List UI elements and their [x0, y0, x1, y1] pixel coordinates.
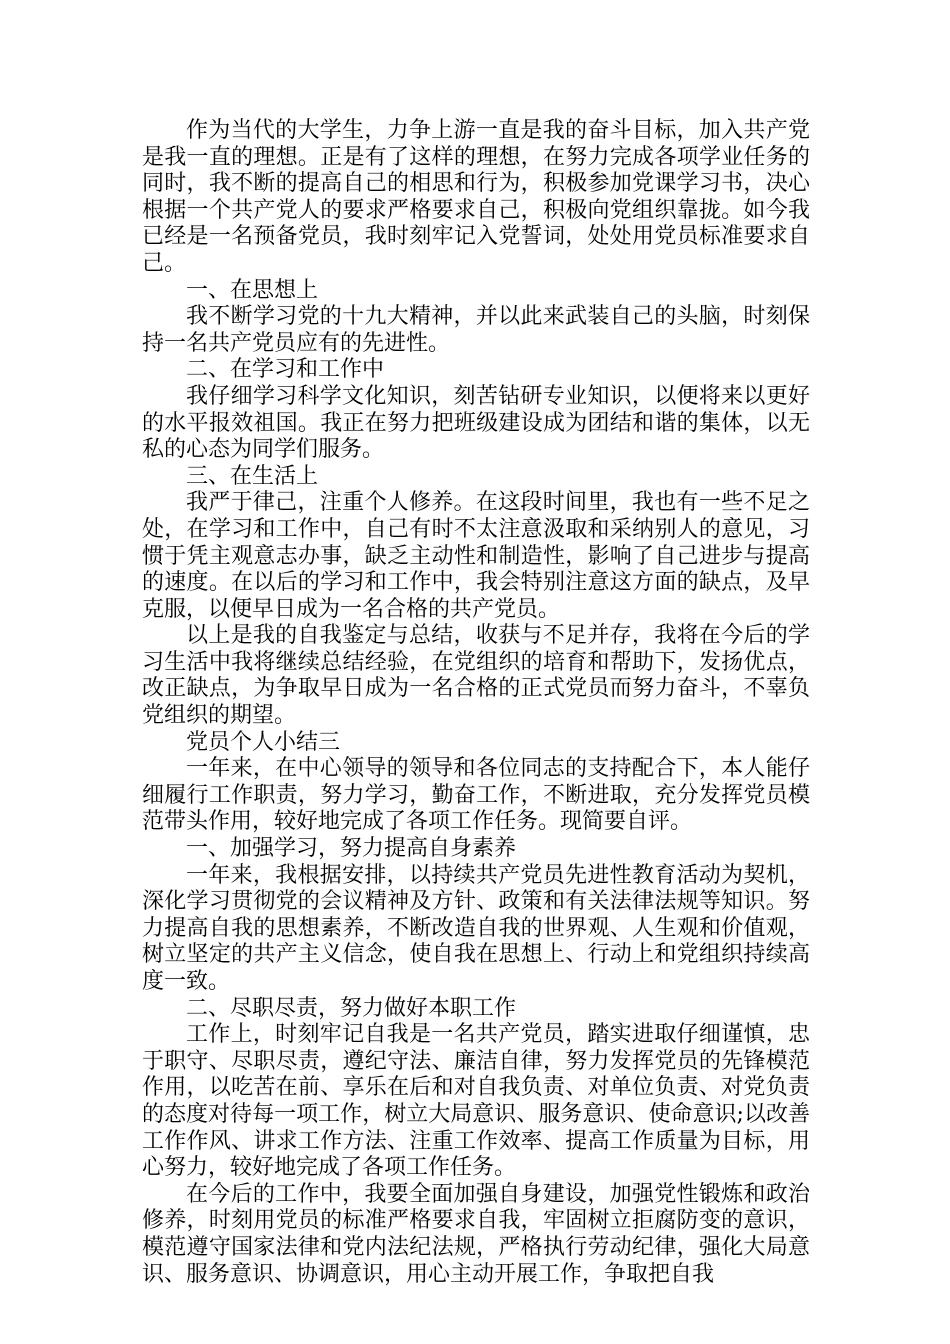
paragraph-study-work: 我仔细学习科学文化知识，刻苦钻研专业知识，以便将来以更好的水平报效祖国。我正在努力把班级建设成为团结和谐的集体，以无私的心态为同学们服务。 [142, 383, 810, 463]
paragraph-year-overview: 一年来，在中心领导的领导和各位同志的支持配合下，本人能仔细履行工作职责，努力学习，勤奋工作，不断进取，充分发挥党员模范带头作用，较好地完成了各项工作任务。现简要自评。 [142, 756, 810, 835]
heading-duty: 二、尽职尽责，努力做好本职工作 [186, 995, 517, 1021]
paragraph-strengthen-study: 一年来，我根据安排，以持续共产党员先进性教育活动为契机，深化学习贯彻党的会议精神及方针、政策和有关法律法规等知识。努力提高自我的思想素养，不断改造自我的世界观、人生观和价值观，树立坚定的共产主义信念，使自我在思想上、行动上和党组织持续高度一致。 [142, 862, 810, 994]
paragraph-summary: 以上是我的自我鉴定与总结，收获与不足并存，我将在今后的学习生活中我将继续总结经验，在党组织的培育和帮助下，发扬优点，改正缺点，为争取早日成为一名合格的正式党员而努力奋斗，不辜负党组织的期望。 [142, 623, 810, 729]
paragraph-intro: 作为当代的大学生，力争上游一直是我的奋斗目标，加入共产党是我一直的理想。正是有了这样的理想，在努力完成各项学业任务的同时，我不断的提高自己的相思和行为，积极参加党课学习书，决心根据一个共产党人的要求严格要求自己，积极向党组织靠拢。如今我已经是一名预备党员，我时刻牢记入党誓词，处处用党员标准要求自己。 [142, 118, 810, 276]
heading-strengthen-study: 一、加强学习，努力提高自身素养 [186, 836, 517, 862]
document-body [142, 118, 810, 1288]
heading-study-work: 二、在学习和工作中 [186, 357, 385, 383]
paragraph-future: 在今后的工作中，我要全面加强自身建设，加强党性锻炼和政治修养，时刻用党员的标准严格要求自我，牢固树立拒腐防变的意识，模范遵守国家法律和党内法纪法规，严格执行劳动纪律，强化大局意识、服务意识、协调意识，用心主动开展工作，争取把自我 [142, 1181, 810, 1287]
section-title-summary-three: 党员个人小结三 [186, 729, 341, 755]
paragraph-thought: 我不断学习党的十九大精神，并以此来武装自己的头脑，时刻保持一名共产党员应有的先进性。 [142, 304, 810, 356]
heading-thought: 一、在思想上 [186, 277, 319, 303]
paragraph-duty: 工作上，时刻牢记自我是一名共产党员，踏实进取仔细谨慎，忠于职守、尽职尽责，遵纪守法、廉洁自律，努力发挥党员的先锋模范作用，以吃苦在前、享乐在后和对自我负责、对单位负责、对党负责的态度对待每一项工作，树立大局意识、服务意识、使命意识;以改善工作作风、讲求工作方法、注重工作效率、提高工作质量为目标，用心努力，较好地完成了各项工作任务。 [142, 1022, 810, 1181]
paragraph-life: 我严于律己，注重个人修养。在这段时间里，我也有一些不足之处，在学习和工作中，自己有时不太注意汲取和采纳别人的意见，习惯于凭主观意志办事，缺乏主动性和制造性，影响了自己进步与提高的速度。在以后的学习和工作中，我会特别注意这方面的缺点，及早克服，以便早日成为一名合格的共产党员。 [142, 490, 810, 622]
heading-life: 三、在生活上 [186, 463, 319, 489]
